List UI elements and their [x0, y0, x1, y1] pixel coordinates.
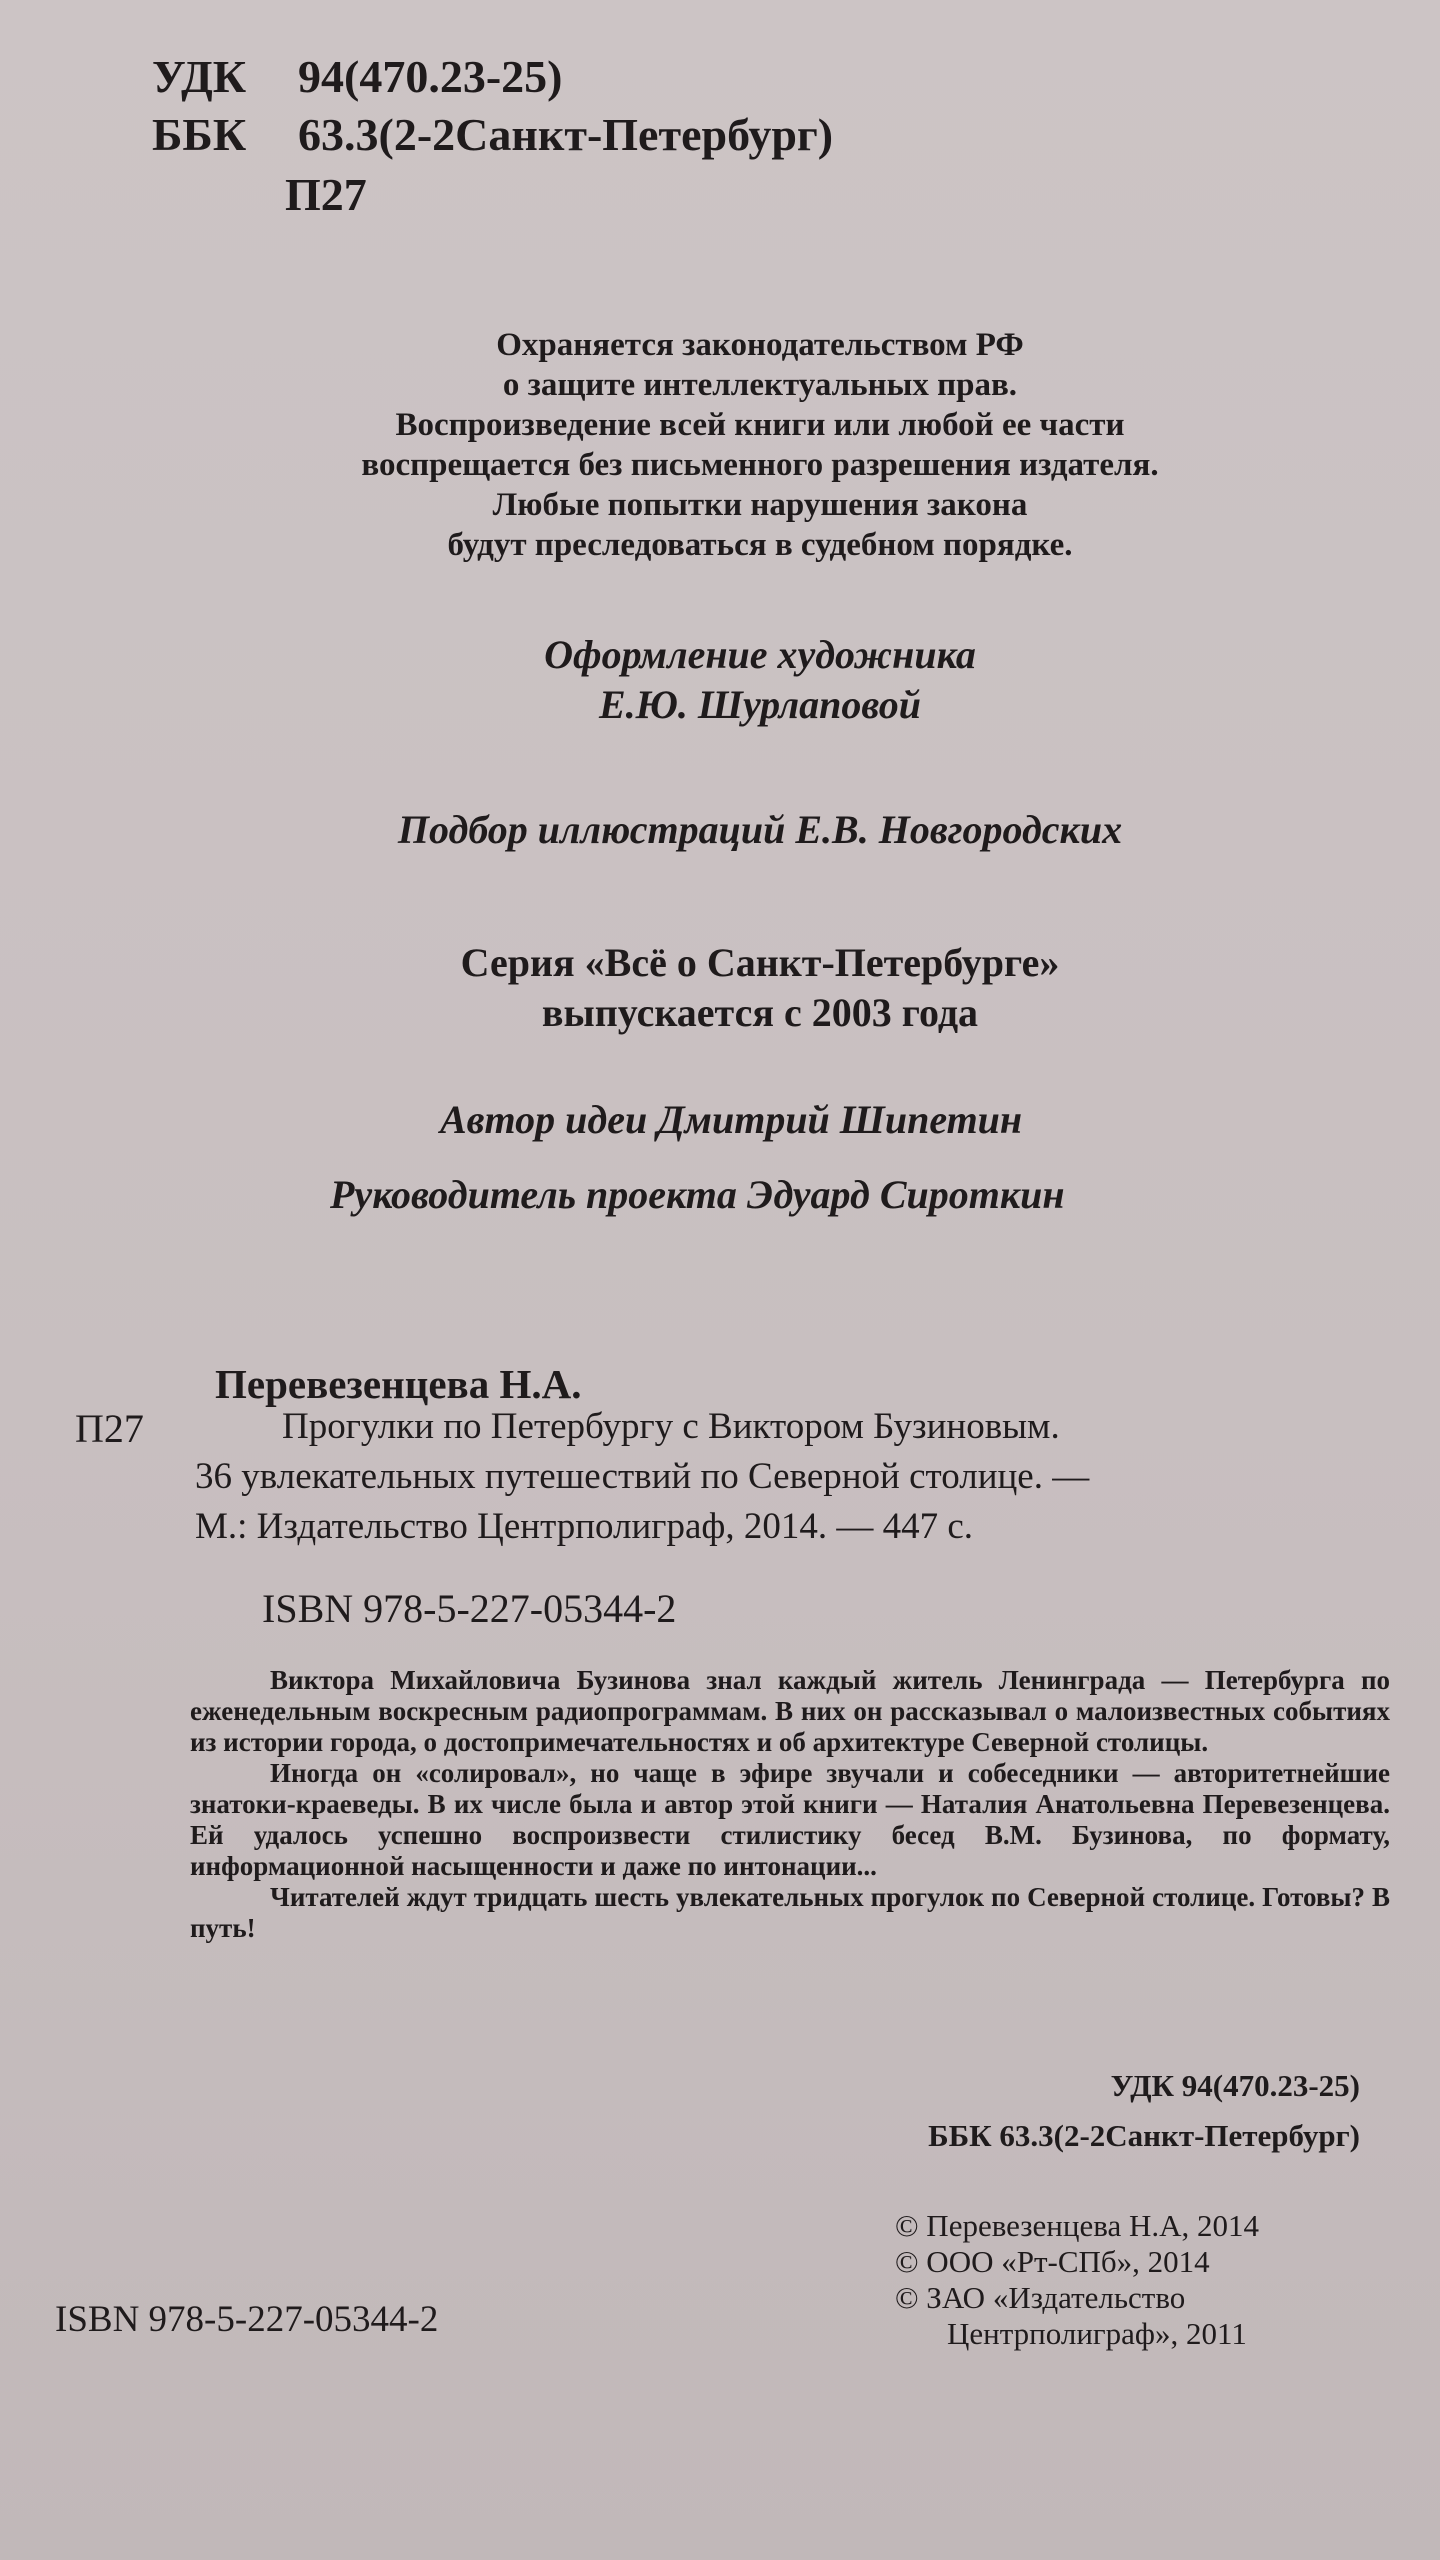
- udk-label: УДК: [152, 51, 247, 102]
- notice-line: Любые попытки нарушения закона: [492, 487, 1028, 523]
- idea-credit: Автор идеи Дмитрий Шипетин: [440, 1097, 1023, 1142]
- series-line: Серия «Всё о Санкт-Петербурге»: [460, 940, 1060, 985]
- copyright-line: © ЗАО «Издательство: [895, 2280, 1186, 2315]
- bottom-udk: УДК 94(470.23-25): [1110, 2068, 1360, 2103]
- manager-credit: Руководитель проекта Эдуард Сироткин: [330, 1172, 1065, 1217]
- design-line: Е.Ю. Шурлаповой: [598, 682, 922, 727]
- entry-isbn: ISBN 978-5-227-05344-2: [262, 1586, 677, 1631]
- bbk-label: ББК: [152, 109, 247, 160]
- copyright-notice: [200, 325, 1320, 565]
- copyright-line: © Перевезенцева Н.А, 2014: [895, 2208, 1260, 2243]
- annotation-paragraph: Виктора Михайловича Бузинова знал каждый житель Ленинграда — Петербурга по еженедельным воскресным радиопрограммам. В них он рассказывал о малоизвестных событиях из истории города, о достопримечательностях и об архитектуре Северной столицы.: [190, 1665, 1390, 1757]
- bbk-value: 63.3(2-2Санкт-Петербург): [298, 109, 834, 160]
- series-info: [180, 938, 1340, 1038]
- notice-line: Воспроизведение всей книги или любой ее части: [395, 407, 1125, 443]
- entry-subtitle-line: 36 увлекательных путешествий по Северной столице. —: [195, 1456, 1090, 1497]
- copyright-block: [895, 2208, 1259, 2352]
- copyright-line: Центрполиграф», 2011: [947, 2316, 1247, 2351]
- design-credit: [180, 630, 1340, 730]
- notice-line: о защите интеллектуальных прав.: [502, 367, 1018, 403]
- entry-title-line: Прогулки по Петербургу с Виктором Бузиновым.: [282, 1406, 1060, 1447]
- entry-author: Перевезенцева Н.А.: [215, 1361, 582, 1407]
- illustrations-credit: Подбор иллюстраций Е.В. Новгородских: [397, 807, 1123, 852]
- annotation-paragraph: Читателей ждут тридцать шесть увлекательных прогулок по Северной столице. Готовы? В путь!: [190, 1882, 1390, 1943]
- bottom-bbk: ББК 63.3(2-2Санкт-Петербург): [928, 2118, 1360, 2153]
- annotation-paragraph: Иногда он «солировал», но чаще в эфире звучали и собеседники — авторитетнейшие знатоки-краеведы. В их числе была и автор этой книги — Наталия Анатольевна Перевезенцева. Ей удалось успешно воспроизвести стилистику бесед В.М. Бузинова, по формату, информационной насыщенности и даже по интонации...: [190, 1758, 1390, 1881]
- design-line: Оформление художника: [544, 632, 976, 677]
- entry-mark: П27: [75, 1406, 144, 1451]
- entry-publisher-line: М.: Издательство Центрполиграф, 2014. — 447 с.: [195, 1506, 974, 1547]
- notice-line: Охраняется законодательством РФ: [496, 327, 1024, 363]
- notice-line: будут преследоваться в судебном порядке.: [447, 527, 1073, 563]
- notice-line: воспрещается без письменного разрешения издателя.: [361, 447, 1159, 483]
- series-line: выпускается с 2003 года: [541, 990, 979, 1035]
- copyright-line: © ООО «Рт-СПб», 2014: [895, 2244, 1210, 2279]
- isbn-bottom: ISBN 978-5-227-05344-2: [55, 2299, 439, 2340]
- annotation: [190, 1665, 1390, 1944]
- udk-value: 94(470.23-25): [298, 51, 563, 102]
- author-mark: П27: [285, 169, 367, 220]
